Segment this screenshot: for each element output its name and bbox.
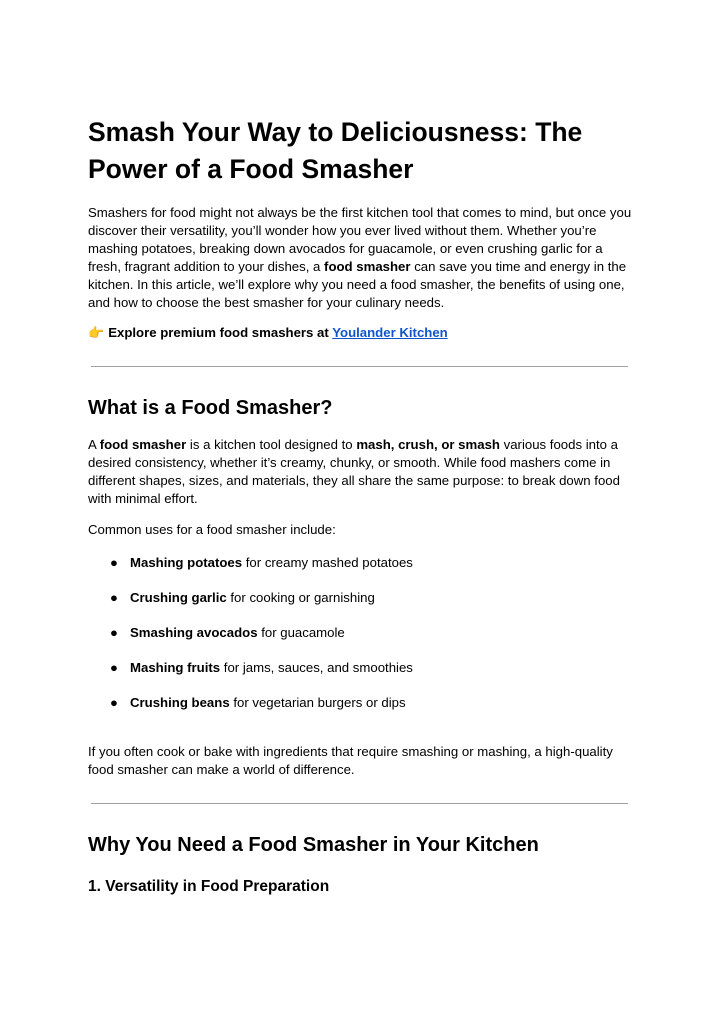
bullet-icon: ● — [110, 660, 118, 675]
definition-text-3: various foods into a desired consistency, whether it’s creamy, chunky, or smooth. While food mashers come in different shapes, sizes, and materials, they all share the same purpose: to break down food with minimal effort. — [88, 437, 620, 506]
list-item-text: for jams, sauces, and smoothies — [220, 660, 413, 675]
list-item — [88, 554, 413, 589]
list-item — [88, 694, 413, 729]
list-item-text: for guacamole — [257, 625, 345, 640]
list-item-bold: Crushing beans — [130, 695, 230, 710]
list-item-text: for creamy mashed potatoes — [242, 555, 413, 570]
uses-intro: Common uses for a food smasher include: — [88, 522, 336, 537]
cta-text: Explore premium food smashers at — [108, 325, 333, 340]
definition-text-2: is a kitchen tool designed to — [186, 437, 357, 452]
definition-bold-1: food smasher — [99, 437, 187, 452]
youlander-kitchen-link[interactable]: Youlander Kitchen — [332, 325, 448, 340]
intro-text-1: Smashers for food might not always be the first kitchen tool that comes to mind, but once you discover their versatility, you’ll wonder how you ever lived without them. Whether you’re mashing potatoes, breaking down avocados for guacamole, or even crushing garlic for a fresh, fragrant addition to your dishes, a — [88, 205, 632, 274]
cta-line — [88, 324, 633, 342]
intro-paragraph — [88, 204, 633, 312]
list-item-bold: Crushing garlic — [130, 590, 227, 605]
bullet-icon: ● — [110, 695, 118, 710]
bullet-icon: ● — [110, 625, 118, 640]
definition-bold-2: mash, crush, or smash — [356, 437, 500, 452]
bullet-icon: ● — [110, 590, 118, 605]
uses-list — [88, 554, 413, 729]
intro-bold: food smasher — [324, 259, 411, 274]
list-item-bold: Mashing potatoes — [130, 555, 243, 570]
closing-paragraph: If you often cook or bake with ingredients that require smashing or mashing, a high-quality food smasher can make a world of difference. — [88, 744, 613, 777]
section-heading-why-need: Why You Need a Food Smasher in Your Kitchen — [88, 834, 539, 856]
bullet-icon: ● — [110, 555, 118, 570]
list-item-bold: Mashing fruits — [130, 660, 221, 675]
page-title: Smash Your Way to Deliciousness: The Power of a Food Smasher — [88, 117, 583, 184]
list-item-text: for vegetarian burgers or dips — [229, 695, 406, 710]
list-item — [88, 659, 413, 694]
pointing-hand-icon: 👉 — [88, 325, 105, 340]
list-item — [88, 589, 413, 624]
definition-text-1: A — [88, 437, 100, 452]
divider-2 — [91, 803, 628, 804]
definition-paragraph — [88, 436, 633, 508]
subheading-versatility: 1. Versatility in Food Preparation — [88, 878, 330, 895]
list-item-text: for cooking or garnishing — [226, 590, 375, 605]
list-item — [88, 624, 413, 659]
list-item-bold: Smashing avocados — [130, 625, 258, 640]
section-heading-what-is: What is a Food Smasher? — [88, 397, 333, 419]
divider-1 — [91, 366, 628, 367]
intro-text-2: can save you time and energy in the kitchen. In this article, we’ll explore why you need a food smasher, the benefits of using one, and how to choose the best smasher for your culinary needs. — [88, 259, 627, 310]
